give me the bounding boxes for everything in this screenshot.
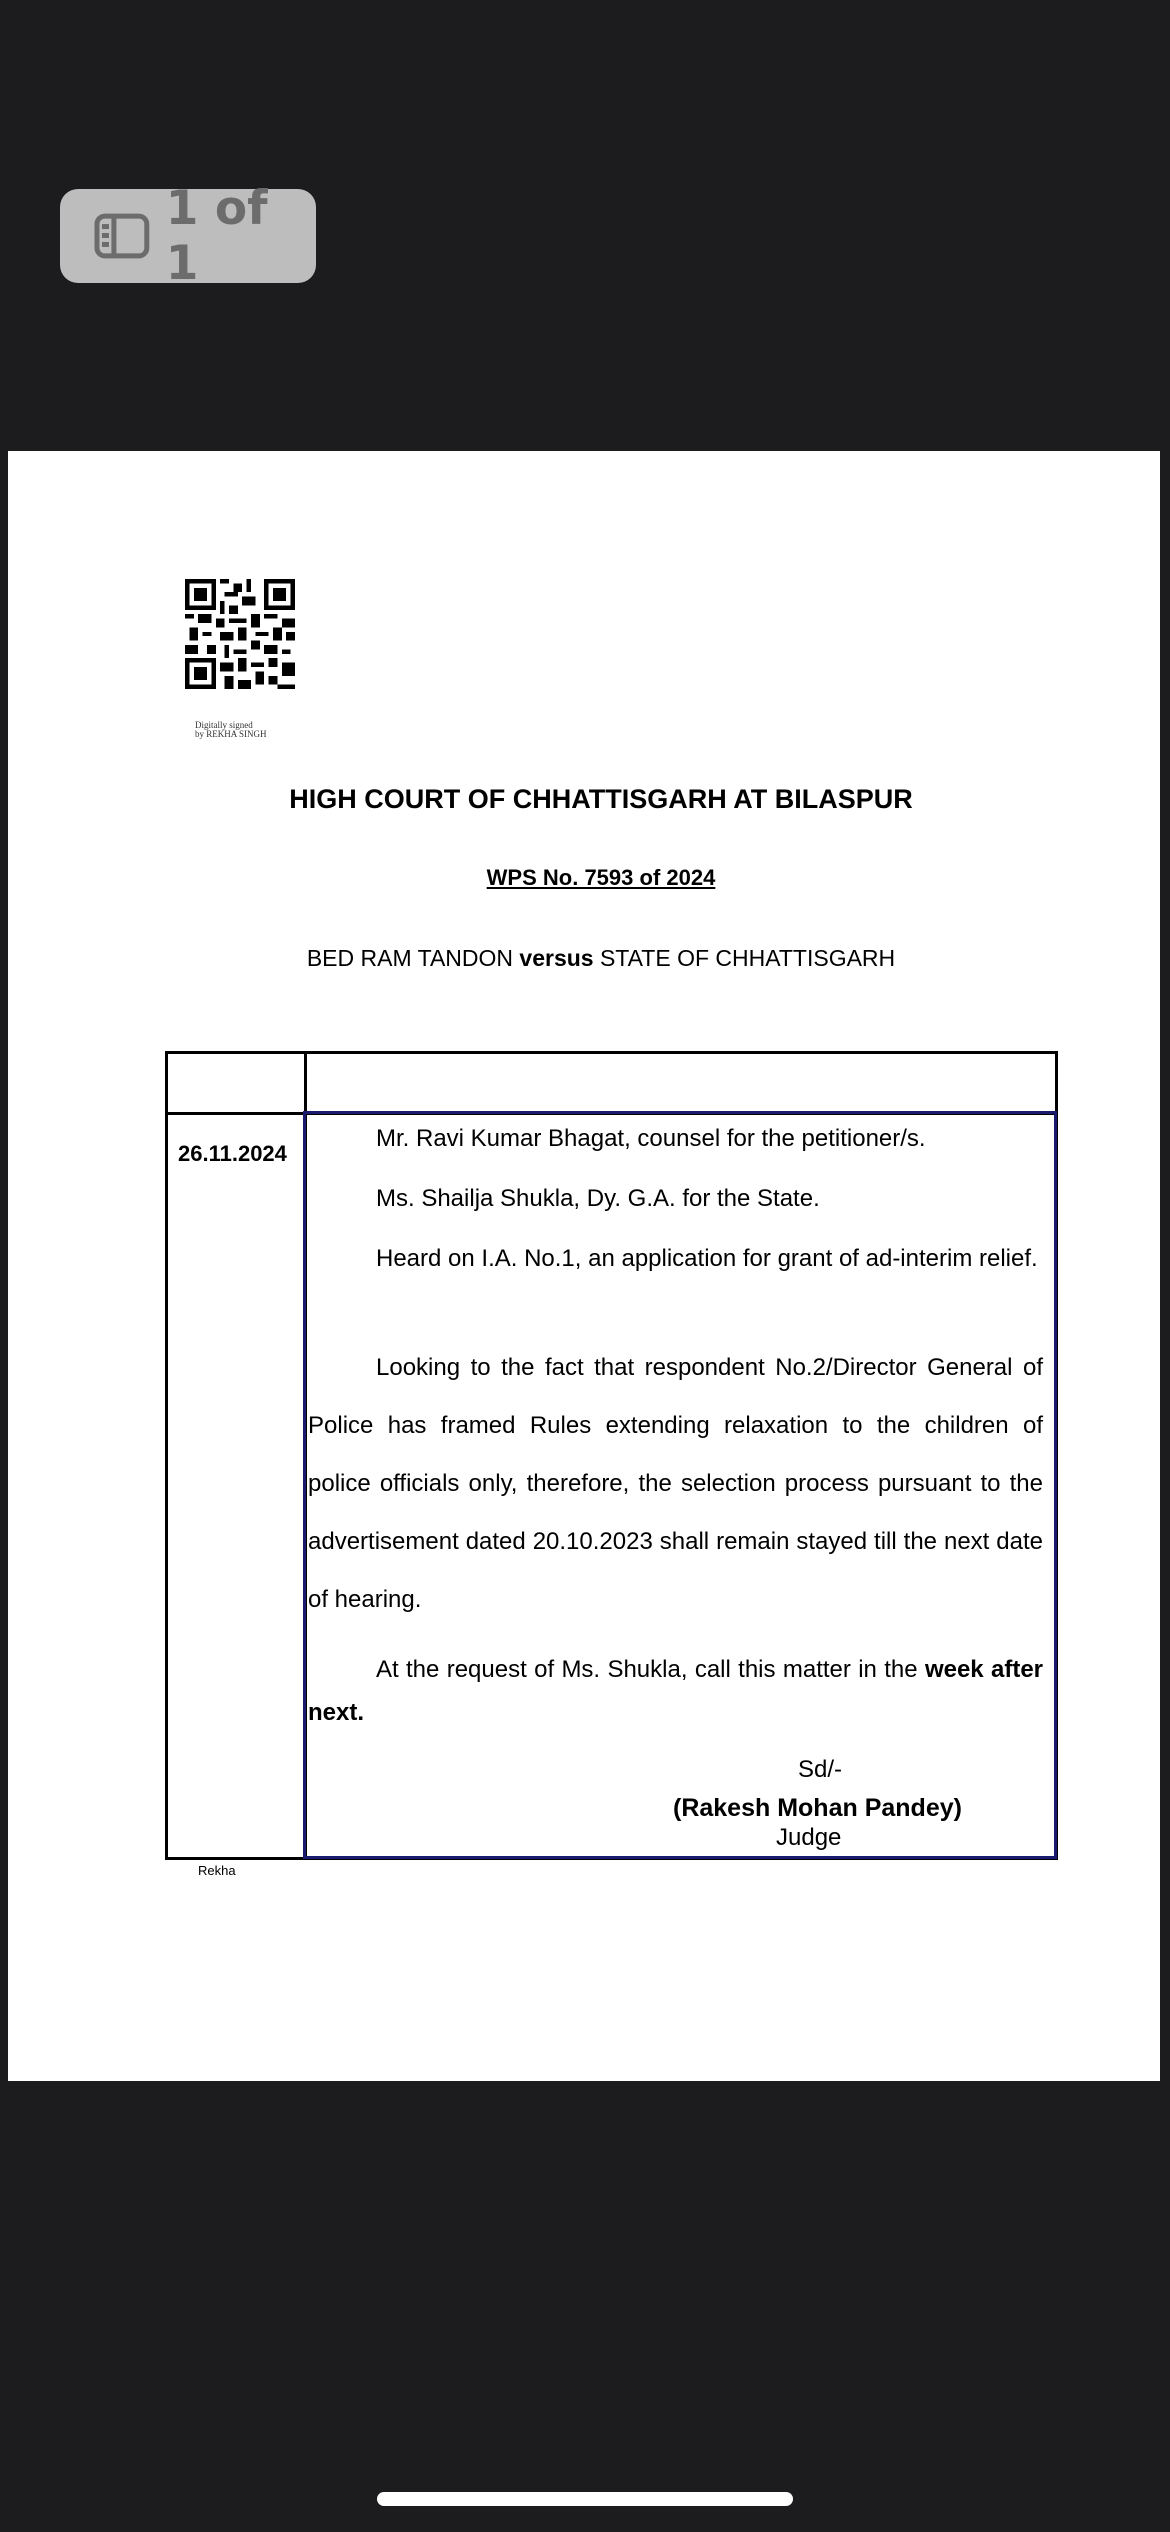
order-date: 26.11.2024 (178, 1141, 287, 1166)
order-paragraph (308, 1339, 1043, 1629)
order-paragraph (308, 1177, 1043, 1220)
court-title: HIGH COURT OF CHHATTISGARH AT BILASPUR (289, 784, 913, 814)
signature-line-2: by REKHA SINGH (195, 729, 267, 739)
respondent-name: STATE OF CHHATTISGARH (599, 945, 896, 971)
order-paragraph (308, 1237, 1043, 1280)
order-paragraph-3: Heard on I.A. No.1, an application for grant of ad-interim relief. (376, 1245, 1038, 1272)
parties-line (8, 945, 1170, 972)
document-page (8, 451, 1160, 2081)
typist-initial: Rekha (198, 1863, 236, 1878)
judge-name: (Rakesh Mohan Pandey) (673, 1794, 962, 1822)
page-indicator[interactable] (60, 181, 316, 291)
order-paragraph (308, 1648, 1043, 1734)
order-paragraph-1: Mr. Ravi Kumar Bhagat, counsel for the petitioner/s. (376, 1125, 926, 1152)
petitioner-name: BED RAM TANDON (306, 945, 514, 971)
order-paragraph-5-text: At the request of Ms. Shukla, call this matter in the (376, 1656, 918, 1683)
order-paragraph-4: Looking to the fact that respondent No.2/Director General of Police has framed Rules extending relaxation to the children of police officials only, therefore, the selection process pursuant to the advertisement dated 20.10.2023 shall remain stayed till the next date of hearing. (308, 1354, 1043, 1613)
digital-signature (195, 721, 267, 739)
order-paragraph-2: Ms. Shailja Shukla, Dy. G.A. for the State. (376, 1185, 820, 1212)
order-paragraph (308, 1117, 1043, 1160)
home-indicator[interactable] (377, 2492, 793, 2506)
sidebar-icon (94, 213, 150, 259)
order-paragraph-5 (308, 1648, 1043, 1734)
signed-mark: Sd/- (798, 1756, 843, 1783)
qr-code-icon (185, 579, 295, 689)
order-paragraph-5-bold: week after next. (308, 1656, 1044, 1726)
judge-title: Judge (776, 1824, 842, 1851)
page-count: 1 of 1 (165, 181, 268, 291)
signature-line-1: Digitally signed (195, 720, 253, 730)
case-number: WPS No. 7593 of 2024 (486, 865, 716, 890)
versus-text: versus (519, 945, 594, 971)
